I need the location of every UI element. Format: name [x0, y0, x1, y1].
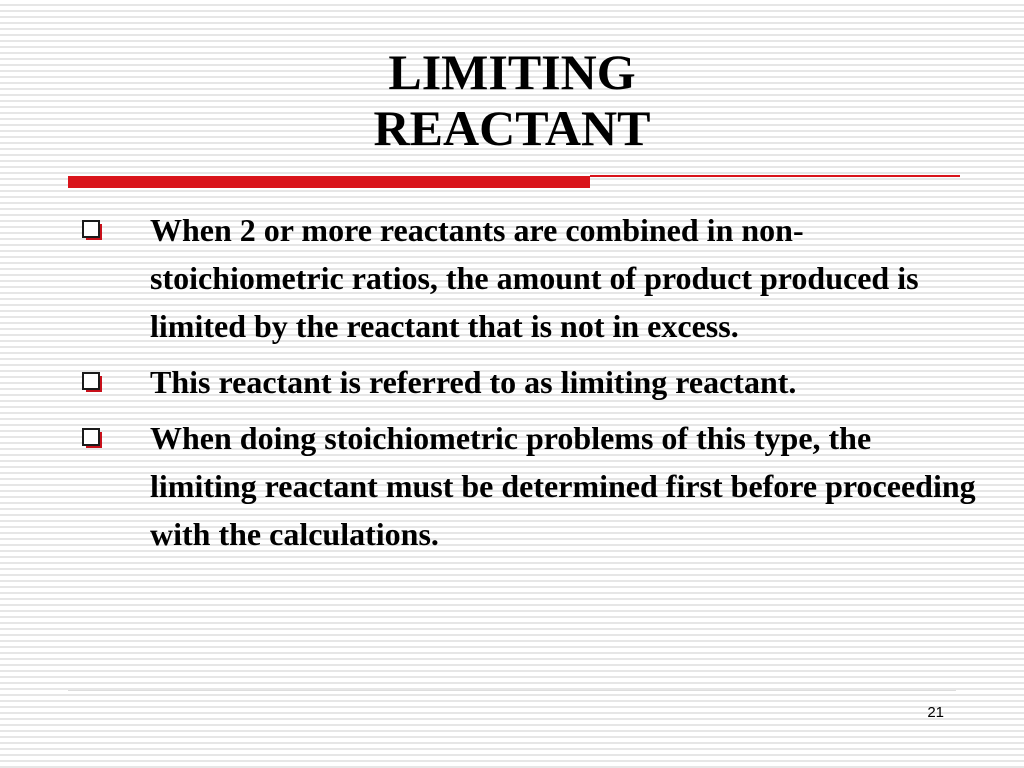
bullet-item: [82, 206, 982, 350]
title-underline-thick: [68, 176, 590, 188]
title-underline-thin: [590, 175, 960, 177]
bullet-list: [82, 206, 982, 566]
title-line-2: REACTANT: [373, 100, 651, 156]
bullet-text: When doing stoichiometric problems of this type, the limiting reactant must be determined first before proceeding with the calculations.: [150, 420, 976, 552]
title-line-1: LIMITING: [388, 44, 636, 100]
footer-divider: [68, 690, 956, 691]
square-bullet-icon: [82, 428, 104, 450]
page-number: 21: [927, 704, 944, 721]
square-bullet-icon: [82, 220, 104, 242]
bullet-item: [82, 358, 982, 406]
bullet-item: [82, 414, 982, 558]
slide-title: [0, 44, 1024, 156]
square-bullet-icon: [82, 372, 104, 394]
bullet-text: When 2 or more reactants are combined in non-stoichiometric ratios, the amount of product produced is limited by the reactant that is not in excess.: [150, 212, 919, 344]
bullet-text: This reactant is referred to as limiting reactant.: [150, 364, 797, 400]
